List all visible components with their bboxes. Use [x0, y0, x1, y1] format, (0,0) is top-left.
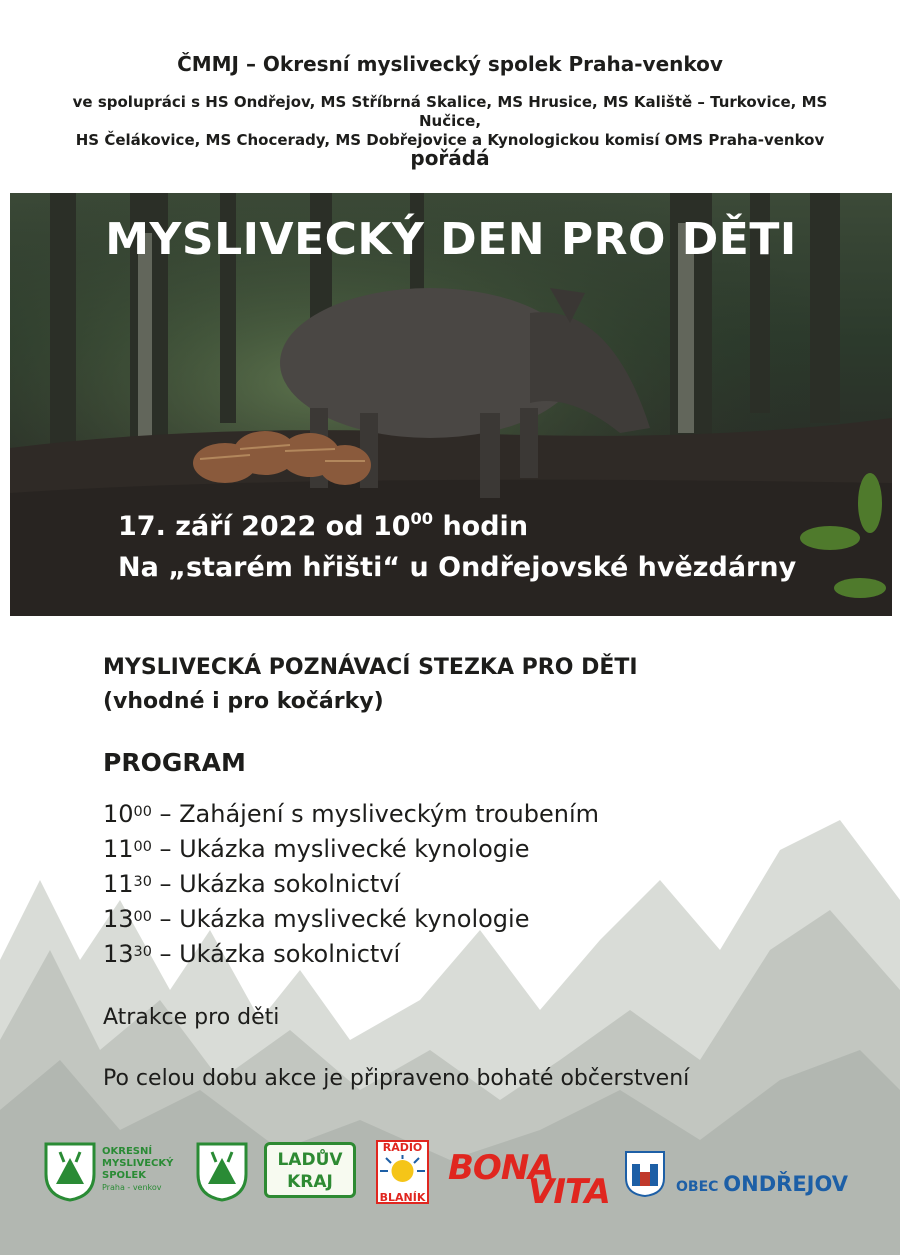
program-item-hour: 11: [103, 870, 134, 898]
hero-photo: [10, 193, 892, 616]
oms-crest-icon: [42, 1140, 98, 1202]
cmmj-crest-icon: [194, 1140, 250, 1202]
trail-note: (vhodné i pro kočárky): [103, 689, 384, 714]
cooperation-line-2: HS Čelákovice, MS Chocerady, MS Dobřejovice a Kynologickou komisí OMS Praha-venkov: [75, 131, 825, 149]
event-date: [118, 511, 528, 542]
trail-info: [103, 651, 638, 719]
program-heading: PROGRAM: [103, 748, 246, 777]
laduv-line-1: LADŮV: [277, 1150, 343, 1170]
obec-ondrejov-logo: [676, 1172, 848, 1196]
event-title: MYSLIVECKÝ DEN PRO DĚTI: [105, 214, 797, 265]
radio-blanik-logo: [376, 1140, 429, 1204]
bona-logo-text: BONA: [448, 1148, 554, 1188]
program-item-hour: 10: [103, 800, 134, 828]
program-item-minutes: 30: [133, 944, 152, 960]
obec-prefix: OBEC: [676, 1179, 719, 1195]
event-place: Na „starém hřišti“ u Ondřejovské hvězdárny: [118, 552, 797, 583]
program-item-text: – Ukázka sokolnictví: [151, 940, 401, 968]
program-item-text: – Ukázka myslivecké kynologie: [151, 835, 530, 863]
program-item: [103, 867, 599, 902]
laduv-kraj-logo: [264, 1142, 356, 1198]
vita-logo-text: VITA: [528, 1172, 610, 1212]
program-item-minutes: 00: [133, 909, 152, 925]
oms-logo-text: [102, 1146, 173, 1194]
event-date-suffix: hodin: [433, 511, 529, 542]
radio-line-1: RÁDIO: [382, 1141, 423, 1154]
program-item: [103, 937, 599, 972]
radio-line-2: BLANÍK: [379, 1191, 426, 1204]
program-item-hour: 13: [103, 940, 134, 968]
program-item-text: – Ukázka sokolnictví: [151, 870, 401, 898]
presents-label: pořádá: [410, 146, 490, 170]
cooperation-text: [40, 93, 860, 150]
partner-logos: [0, 1134, 900, 1214]
program-item: [103, 902, 599, 937]
program-item-minutes: 30: [133, 874, 152, 890]
oms-line-4: Praha - venkov: [102, 1183, 162, 1192]
attractions-text: Atrakce pro děti: [103, 1005, 280, 1030]
program-item-text: – Zahájení s mysliveckým troubením: [151, 800, 599, 828]
ondrejov-coat-of-arms-icon: [624, 1150, 666, 1198]
program-item-minutes: 00: [133, 804, 152, 820]
program-item-hour: 11: [103, 835, 134, 863]
trail-title: MYSLIVECKÁ POZNÁVACÍ STEZKA PRO DĚTI: [103, 655, 638, 680]
event-date-minutes: 00: [410, 509, 434, 528]
program-item-text: – Ukázka myslivecké kynologie: [151, 905, 530, 933]
program-list: [103, 797, 599, 972]
program-item-hour: 13: [103, 905, 134, 933]
event-date-text: 17. září 2022 od 10: [118, 511, 411, 542]
program-item: [103, 832, 599, 867]
oms-line-2: MYSLIVECKÝ: [102, 1158, 174, 1169]
oms-line-3: SPOLEK: [102, 1170, 146, 1181]
sun-icon: [378, 1154, 427, 1188]
program-item-minutes: 00: [133, 839, 152, 855]
organizer-title: ČMMJ – Okresní myslivecký spolek Praha-venkov: [177, 52, 723, 76]
refreshments-text: Po celou dobu akce je připraveno bohaté občerstvení: [103, 1066, 690, 1091]
cooperation-line-1: ve spolupráci s HS Ondřejov, MS Stříbrná Skalice, MS Hrusice, MS Kaliště – Turkovice, MS Nučice,: [72, 93, 828, 130]
program-item: [103, 797, 599, 832]
laduv-line-2: KRAJ: [287, 1172, 333, 1192]
obec-name: ONDŘEJOV: [723, 1172, 849, 1196]
oms-line-1: OKRESNÍ: [102, 1146, 153, 1157]
